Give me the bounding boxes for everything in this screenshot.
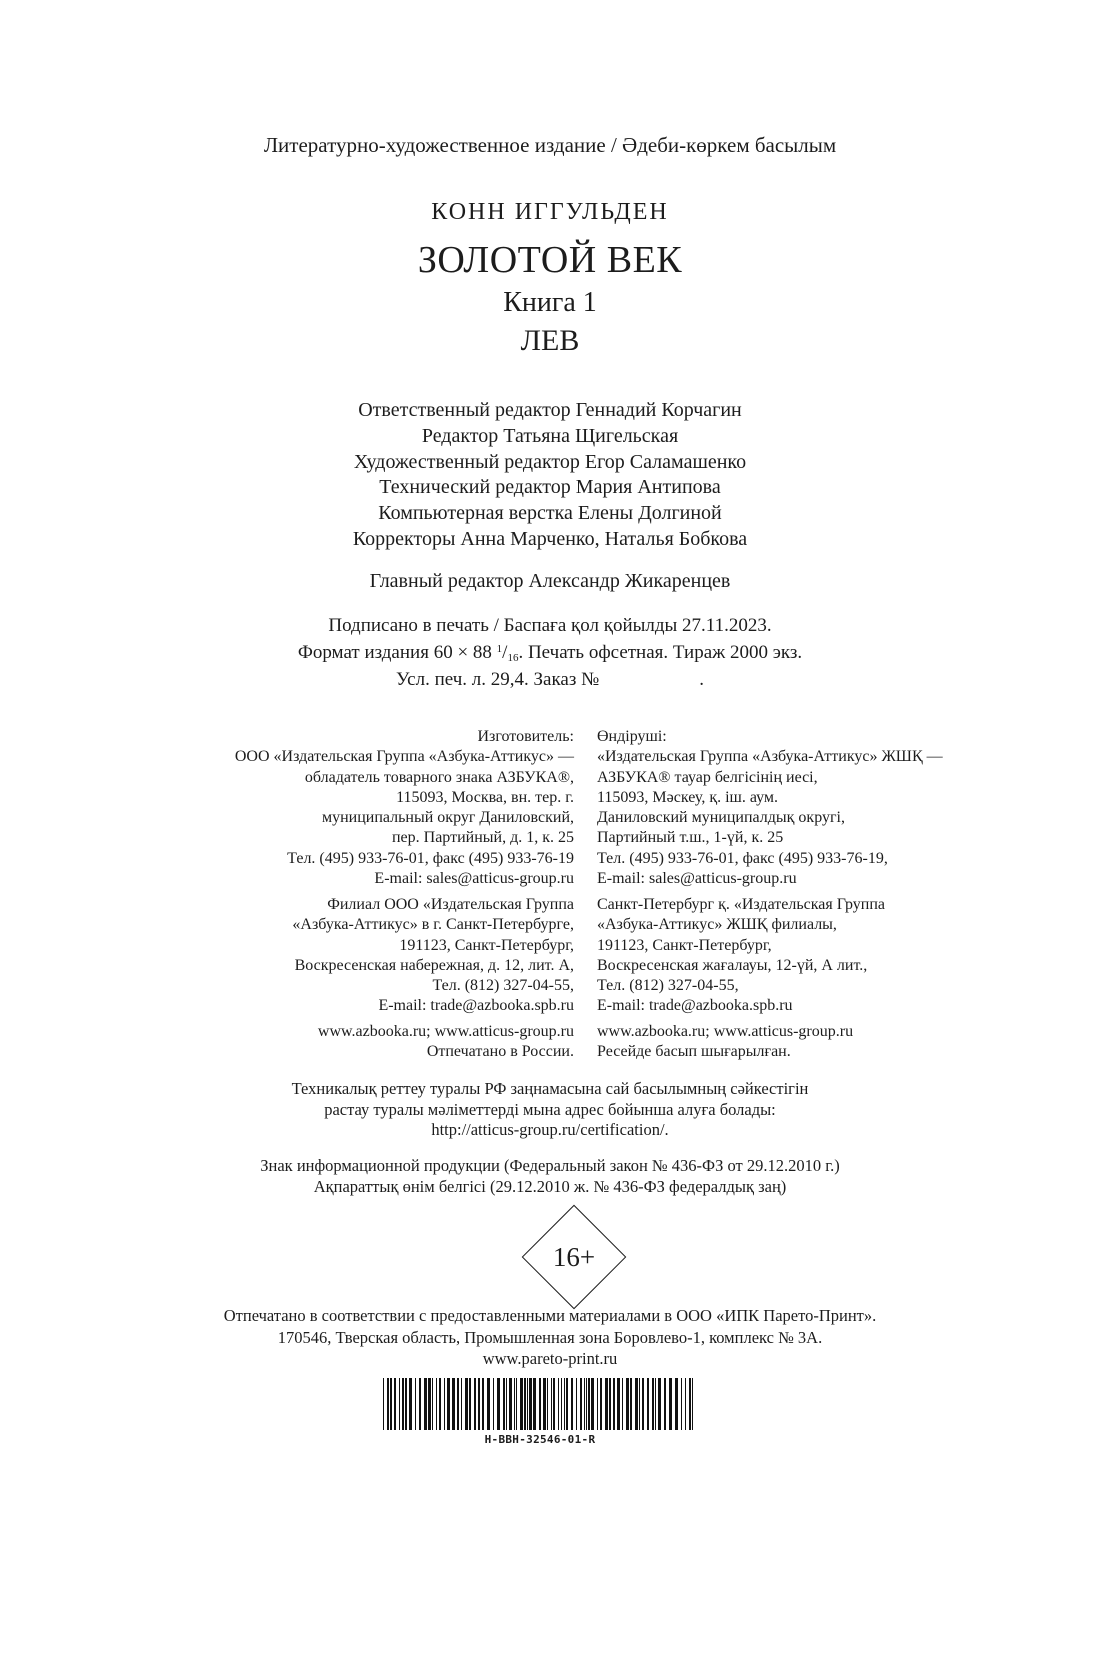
manufacturer-kz-line: Даниловский муниципалдық округі,: [597, 809, 845, 827]
barcode-bar: [547, 1378, 548, 1430]
branch-ru-line: Филиал ООО «Издательская Группа: [327, 896, 574, 913]
branch-ru: [292, 895, 574, 1017]
barcode-bar: [527, 1378, 528, 1430]
printer-info: [0, 1305, 1100, 1370]
barcode-bar: [652, 1378, 654, 1430]
credit-line: Корректоры Анна Марченко, Наталья Бобкова: [352, 527, 748, 550]
barcode-bar: [482, 1378, 484, 1430]
web-kz-line: www.azbooka.ru; www.atticus-group.ru: [597, 1023, 854, 1040]
barcode-bar: [685, 1378, 686, 1430]
branch-ru-line: Воскресенская набережная, д. 12, лит. А,: [294, 956, 574, 974]
age-rating-label: 16+: [552, 1241, 596, 1272]
branch-kz-line: «Азбука-Аттикус» ЖШҚ филиалы,: [597, 916, 837, 934]
barcode-bar: [647, 1378, 649, 1430]
certification-url: http://atticus-group.ru/certification/.: [431, 1120, 669, 1140]
barcode-bar: [469, 1378, 471, 1430]
manufacturer-ru-line: 115093, Москва, вн. тер. г.: [396, 788, 574, 806]
barcode-bar: [436, 1378, 437, 1430]
manufacturer-ru-line: пер. Партийный, д. 1, к. 25: [391, 829, 574, 847]
barcode-bar: [692, 1378, 693, 1430]
manufacturer-ru-line: Тел. (495) 933-76-01, факс (495) 933-76-19: [287, 849, 574, 867]
branch-kz-line: 191123, Санкт-Петербург,: [597, 936, 772, 954]
barcode-bar: [584, 1378, 585, 1430]
barcode-bar: [520, 1378, 523, 1430]
barcode-bar: [529, 1378, 532, 1430]
barcode-bar: [675, 1378, 678, 1430]
barcode-bar: [516, 1378, 517, 1430]
barcode-bar: [394, 1378, 396, 1430]
format-numerator: 1: [496, 642, 503, 655]
barcode-bar: [613, 1378, 615, 1430]
order-suffix: .: [699, 669, 704, 690]
branch-kz-line: Санкт-Петербург қ. «Издательская Группа: [597, 896, 885, 913]
branch-ru-line: Тел. (812) 327-04-55,: [432, 977, 574, 995]
barcode-bar: [444, 1378, 445, 1430]
book-title: ЗОЛОТОЙ ВЕК: [417, 239, 683, 281]
barcode-bar: [439, 1378, 441, 1430]
manufacturer-ru: [235, 727, 574, 889]
barcode-bar: [478, 1378, 480, 1430]
barcode-bar: [383, 1378, 384, 1430]
series-line: Литературно-художественное издание / Әдеби-көркем басылым: [263, 133, 837, 157]
manufacturer-ru-line: Изготовитель:: [477, 728, 574, 745]
format-suffix: . Печать офсетная. Тираж 2000 экз.: [518, 641, 803, 663]
barcode-bar: [424, 1378, 427, 1430]
order-prefix: Усл. печ. л. 29,4. Заказ №: [396, 669, 600, 690]
manufacturer-kz-line: Тел. (495) 933-76-01, факс (495) 933-76-19,: [597, 849, 888, 867]
manufacturer-kz-line: 115093, Мәскеу, қ. іш. аум.: [597, 788, 779, 806]
barcode-bar: [576, 1378, 577, 1430]
book-number: Книга 1: [503, 287, 597, 318]
barcode-bar: [605, 1378, 608, 1430]
branch-ru-line: 191123, Санкт-Петербург,: [399, 936, 574, 954]
barcode-bar: [399, 1378, 400, 1430]
manufacturer-ru-line: обладатель товарного знака АЗБУКА®,: [304, 768, 574, 786]
editorial-credits: [0, 398, 1100, 553]
barcode-bar: [432, 1378, 433, 1430]
printer-line: Отпечатано в соответствии с предоставленными материалами в ООО «ИПК Парето-Принт».: [223, 1306, 877, 1325]
law-line: Знак информационной продукции (Федеральный закон № 436-ФЗ от 29.12.2010 г.): [260, 1156, 840, 1175]
web-ru-line: www.azbooka.ru; www.atticus-group.ru: [317, 1023, 574, 1040]
barcode-bar: [639, 1378, 640, 1430]
barcode-bar: [461, 1378, 462, 1430]
barcode-bar: [457, 1378, 459, 1430]
manufacturer-kz-line: E-mail: sales@atticus-group.ru: [597, 870, 797, 888]
certification-line: Техникалық реттеу туралы РФ заңнамасына сай басылымның сәйкестігін: [291, 1079, 809, 1098]
barcode-bar: [497, 1378, 500, 1430]
barcode-bar: [493, 1378, 494, 1430]
barcode-bar: [622, 1378, 623, 1430]
barcode-bar: [600, 1378, 602, 1430]
author-name: КОНН ИГГУЛЬДЕН: [431, 199, 669, 225]
barcode-bar: [664, 1378, 666, 1430]
credit-line: Компьютерная верстка Елены Долгиной: [378, 502, 722, 525]
credit-line: Технический редактор Мария Антипова: [379, 476, 721, 499]
branch-kz-line: E-mail: trade@azbooka.spb.ru: [597, 997, 793, 1015]
barcode-bar: [658, 1378, 661, 1430]
branch-ru-line: E-mail: trade@azbooka.spb.ru: [378, 997, 574, 1015]
format-slash: /: [502, 641, 508, 663]
barcode-bar: [465, 1378, 468, 1430]
web-kz: [597, 1022, 853, 1063]
branch-ru-line: «Азбука-Аттикус» в г. Санкт-Петербурге,: [292, 916, 574, 934]
barcode-bar: [586, 1378, 587, 1430]
barcode-bar: [635, 1378, 638, 1430]
manufacturer-ru-line: ООО «Издательская Группа «Азбука-Аттикус» —: [234, 748, 574, 766]
barcode-bar: [609, 1378, 611, 1430]
order-line: [0, 669, 1100, 692]
branch-kz-line: Тел. (812) 327-04-55,: [597, 977, 739, 995]
barcode-bar: [591, 1378, 594, 1430]
law-line: Ақпараттық өнім белгісі (29.12.2010 ж. № 436-ФЗ федералдық заң): [313, 1176, 787, 1196]
credit-line: Редактор Татьяна Щигельская: [421, 424, 679, 447]
web-kz-line: Ресейде басып шығарылған.: [597, 1043, 791, 1061]
barcode-bar: [551, 1378, 552, 1430]
manufacturer-kz-line: АЗБУКА® тауар белгісінің иесі,: [597, 768, 818, 786]
barcode-bar: [655, 1378, 656, 1430]
barcode-bar: [524, 1378, 526, 1430]
barcode-bar: [564, 1378, 565, 1430]
barcode-bar: [580, 1378, 582, 1430]
certification-note: [0, 1079, 1100, 1141]
barcode-bar: [452, 1378, 455, 1430]
format-prefix: Формат издания 60 × 88: [297, 641, 497, 663]
barcode-bar: [415, 1378, 416, 1430]
web-ru-line: Отпечатано в России.: [426, 1043, 574, 1061]
format-line: [0, 638, 1100, 670]
barcode-bar: [402, 1378, 404, 1430]
signed-line: Подписано в печать / Баспаға қол қойылды 27.11.2023.: [328, 615, 772, 636]
barcode-bar: [626, 1378, 629, 1430]
barcode-bar: [543, 1378, 546, 1430]
barcode-bar: [553, 1378, 555, 1430]
barcode-bar: [509, 1378, 512, 1430]
manufacturer-kz: [597, 727, 943, 889]
barcode-bar: [506, 1378, 507, 1430]
barcode-bar: [539, 1378, 541, 1430]
printer-line: 170546, Тверская область, Промышленная зона Боровлево-1, комплекс № 3А.: [277, 1327, 823, 1347]
barcode-bar: [419, 1378, 421, 1430]
manufacturer-kz-line: «Издательская Группа «Азбука-Аттикус» ЖШҚ —: [597, 748, 943, 766]
format-denominator: 16: [507, 651, 519, 664]
printer-url: www.pareto-print.ru: [482, 1349, 618, 1368]
credit-line: Художественный редактор Егор Саламашенко: [353, 450, 747, 473]
barcode-bar: [681, 1378, 682, 1430]
barcode-bar: [561, 1378, 562, 1430]
barcode-bar: [405, 1378, 407, 1430]
barcode-bar: [689, 1378, 691, 1430]
credit-line: Ответственный редактор Геннадий Корчагин: [358, 399, 742, 421]
barcode: [383, 1378, 697, 1430]
barcode-bar: [514, 1378, 515, 1430]
certification-line: растау туралы мәліметтерді мына адрес бойынша алуға болады:: [324, 1099, 776, 1119]
barcode-bar: [597, 1378, 598, 1430]
barcode-bar: [571, 1378, 573, 1430]
branch-kz-line: Воскресенская жағалауы, 12-үй, А лит.,: [597, 956, 868, 974]
chief-editor: Главный редактор Александр Жикаренцев: [369, 570, 731, 592]
barcode-bar: [428, 1378, 431, 1430]
web-ru: [318, 1022, 574, 1063]
age-rating-mark: [521, 1204, 627, 1310]
barcode-bar: [503, 1378, 505, 1430]
barcode-bar: [630, 1378, 632, 1430]
manufacturer-kz-line: Өндіруші:: [597, 728, 667, 745]
barcode-bar: [642, 1378, 644, 1430]
manufacturer-ru-line: муниципальный округ Даниловский,: [321, 809, 574, 827]
manufacturer-ru-line: E-mail: sales@atticus-group.ru: [374, 870, 574, 888]
barcode-bar: [409, 1378, 412, 1430]
barcode-bar: [588, 1378, 590, 1430]
barcode-bar: [533, 1378, 536, 1430]
barcode-bar: [566, 1378, 568, 1430]
barcode-bar: [387, 1378, 389, 1430]
branch-kz: [597, 895, 885, 1017]
barcode-bar: [474, 1378, 476, 1430]
barcode-bar: [390, 1378, 392, 1430]
barcode-bar: [669, 1378, 672, 1430]
book-subtitle: ЛЕВ: [520, 324, 580, 357]
barcode-bar: [487, 1378, 490, 1430]
print-info: [0, 615, 1100, 692]
barcode-label: H-BBH-32546-01-R: [484, 1433, 596, 1446]
barcode-bar: [617, 1378, 620, 1430]
barcode-bar: [447, 1378, 450, 1430]
barcode-bar: [558, 1378, 559, 1430]
info-product-law: [0, 1156, 1100, 1197]
manufacturer-kz-line: Партийный т.ш., 1-үй, к. 25: [597, 829, 784, 847]
